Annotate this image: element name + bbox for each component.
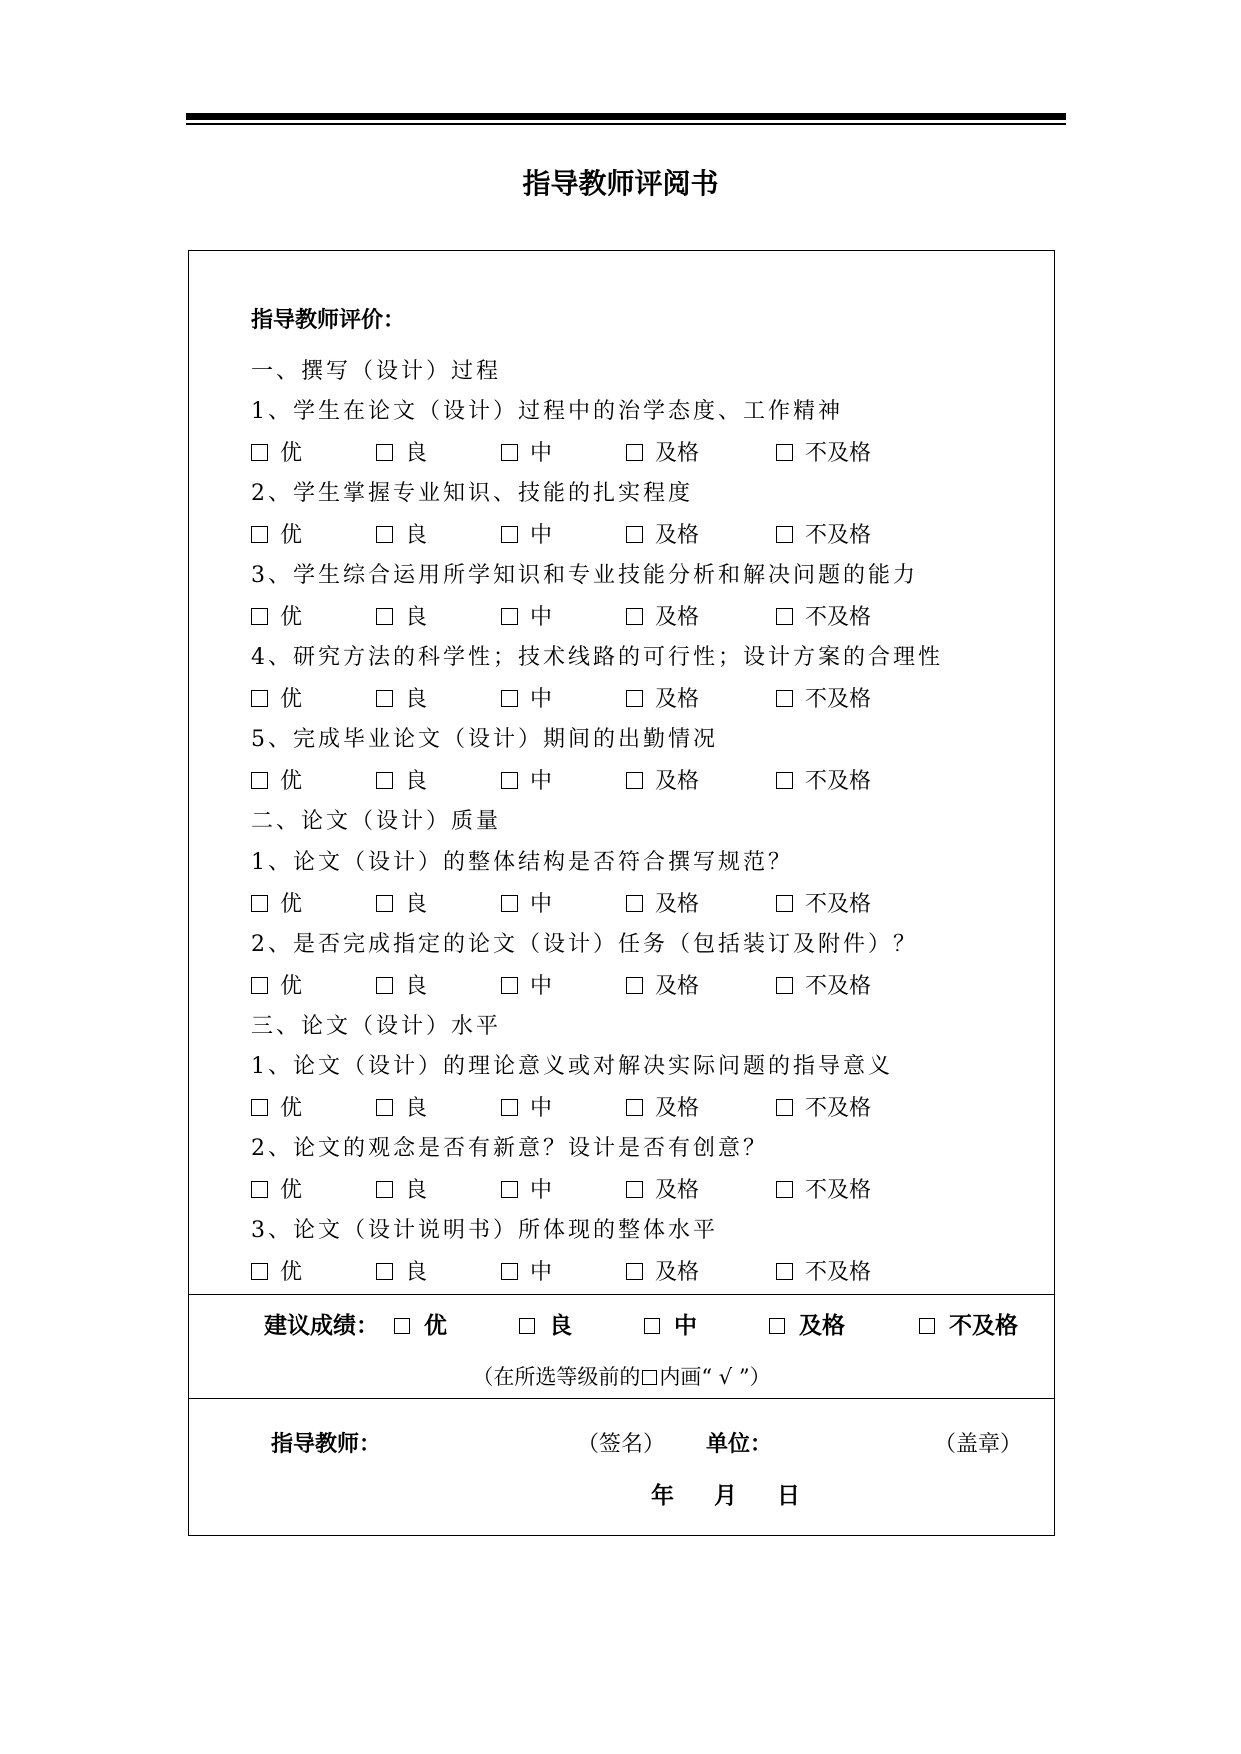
rating-option-excellent[interactable]: 优 xyxy=(251,436,302,467)
rating-option-pass[interactable]: 及格 xyxy=(626,436,699,467)
rating-options-attitude xyxy=(251,436,951,466)
rating-option-good[interactable]: 良 xyxy=(376,1091,427,1122)
question-knowledge: 2、学生掌握专业知识、技能的扎实程度 xyxy=(251,481,693,506)
evaluation-form xyxy=(188,250,1055,1536)
checkbox[interactable] xyxy=(251,772,268,789)
checkbox[interactable] xyxy=(776,895,793,912)
rating-option-fail[interactable]: 不及格 xyxy=(776,969,871,1000)
rating-option-medium[interactable]: 中 xyxy=(501,600,552,631)
checkbox[interactable] xyxy=(251,526,268,543)
rating-option-excellent[interactable]: 优 xyxy=(251,887,302,918)
rating-option-pass[interactable]: 及格 xyxy=(626,1173,699,1204)
rating-option-medium[interactable]: 中 xyxy=(501,764,552,795)
evaluation-heading: 指导教师评价： xyxy=(251,308,406,333)
checkbox[interactable] xyxy=(251,608,268,625)
checkbox[interactable] xyxy=(376,608,393,625)
checkbox[interactable] xyxy=(251,1263,268,1280)
grade-option-pass[interactable]: 及格 xyxy=(769,1307,845,1340)
section-heading-process: 一、撰写（设计）过程 xyxy=(251,359,502,384)
rating-options-innovation xyxy=(251,1173,951,1203)
checkbox[interactable] xyxy=(776,526,793,543)
checkbox[interactable] xyxy=(251,444,268,461)
checkbox[interactable] xyxy=(376,977,393,994)
rating-option-fail[interactable]: 不及格 xyxy=(776,1173,871,1204)
checkbox[interactable] xyxy=(644,1318,660,1334)
rating-option-pass[interactable]: 及格 xyxy=(626,1091,699,1122)
checkbox[interactable] xyxy=(626,977,643,994)
checkbox[interactable] xyxy=(251,895,268,912)
question-attendance: 5、完成毕业论文（设计）期间的出勤情况 xyxy=(251,727,718,752)
grade-option-fail[interactable]: 不及格 xyxy=(919,1307,1018,1340)
rating-option-good[interactable]: 良 xyxy=(376,436,427,467)
checkbox[interactable] xyxy=(776,444,793,461)
grade-option-good[interactable]: 良 xyxy=(519,1307,572,1340)
rating-option-medium[interactable]: 中 xyxy=(501,887,552,918)
checkbox[interactable] xyxy=(776,977,793,994)
rating-option-fail[interactable]: 不及格 xyxy=(776,1255,871,1286)
checkbox[interactable] xyxy=(501,1181,518,1198)
checkbox[interactable] xyxy=(376,526,393,543)
question-significance: 1、论文（设计）的理论意义或对解决实际问题的指导意义 xyxy=(251,1054,893,1079)
checkbox[interactable] xyxy=(626,690,643,707)
rating-option-good[interactable]: 良 xyxy=(376,682,427,713)
suggested-grade-row xyxy=(189,1307,1054,1347)
checkbox[interactable] xyxy=(251,977,268,994)
rating-option-pass[interactable]: 及格 xyxy=(626,600,699,631)
question-task-completion: 2、是否完成指定的论文（设计）任务（包括装订及附件）？ xyxy=(251,932,918,957)
grade-instruction-note: （在所选等级前的 内画“ √ ”） xyxy=(472,1365,771,1389)
rating-option-medium[interactable]: 中 xyxy=(501,1173,552,1204)
checkbox[interactable] xyxy=(501,977,518,994)
checkbox[interactable] xyxy=(251,1099,268,1116)
suggested-grade-label: 建议成绩： xyxy=(264,1313,379,1339)
rating-option-good[interactable]: 良 xyxy=(376,969,427,1000)
seal-hint: （盖章） xyxy=(934,1432,1023,1457)
rating-option-fail[interactable]: 不及格 xyxy=(776,600,871,631)
date-year: 年 xyxy=(651,1483,674,1509)
rating-options-task-completion xyxy=(251,969,951,999)
evaluation-section xyxy=(189,251,1054,1297)
checkbox[interactable] xyxy=(501,690,518,707)
question-overall-level: 3、论文（设计说明书）所体现的整体水平 xyxy=(251,1218,718,1243)
checkbox[interactable] xyxy=(626,1181,643,1198)
checkbox[interactable] xyxy=(376,772,393,789)
rating-option-good[interactable]: 良 xyxy=(376,764,427,795)
checkbox[interactable] xyxy=(626,895,643,912)
checkbox[interactable] xyxy=(776,772,793,789)
checkbox[interactable] xyxy=(626,1099,643,1116)
checkbox[interactable] xyxy=(626,772,643,789)
grade-option-excellent[interactable]: 优 xyxy=(394,1307,447,1340)
teacher-label: 指导教师： xyxy=(271,1432,382,1457)
rating-option-pass[interactable]: 及格 xyxy=(626,682,699,713)
checkbox[interactable] xyxy=(394,1318,410,1334)
rating-option-good[interactable]: 良 xyxy=(376,1173,427,1204)
question-methodology: 4、研究方法的科学性；技术线路的可行性；设计方案的合理性 xyxy=(251,645,943,670)
unit-label: 单位： xyxy=(706,1432,773,1457)
rating-option-fail[interactable]: 不及格 xyxy=(776,518,871,549)
checkbox[interactable] xyxy=(776,608,793,625)
date-row xyxy=(189,1477,1054,1511)
grade-option-medium[interactable]: 中 xyxy=(644,1307,697,1340)
checkbox[interactable] xyxy=(376,1181,393,1198)
checkbox-symbol xyxy=(642,1370,657,1385)
rating-option-medium[interactable]: 中 xyxy=(501,518,552,549)
rating-options-significance xyxy=(251,1091,951,1121)
checkbox[interactable] xyxy=(376,895,393,912)
rating-option-fail[interactable]: 不及格 xyxy=(776,436,871,467)
checkbox[interactable] xyxy=(776,1099,793,1116)
date-day: 日 xyxy=(777,1483,800,1509)
rating-option-excellent[interactable]: 优 xyxy=(251,969,302,1000)
sign-hint: （签名） xyxy=(577,1432,666,1457)
rating-option-pass[interactable]: 及格 xyxy=(626,887,699,918)
rating-option-excellent[interactable]: 优 xyxy=(251,600,302,631)
checkbox[interactable] xyxy=(251,690,268,707)
checkbox[interactable] xyxy=(626,444,643,461)
rating-option-medium[interactable]: 中 xyxy=(501,1091,552,1122)
rating-option-fail[interactable]: 不及格 xyxy=(776,682,871,713)
rating-option-medium[interactable]: 中 xyxy=(501,969,552,1000)
checkbox[interactable] xyxy=(376,1263,393,1280)
checkbox[interactable] xyxy=(501,444,518,461)
question-ability: 3、学生综合运用所学知识和专业技能分析和解决问题的能力 xyxy=(251,563,918,588)
signature-row xyxy=(189,1427,1054,1461)
rating-option-pass[interactable]: 及格 xyxy=(626,969,699,1000)
checkbox[interactable] xyxy=(776,1181,793,1198)
rating-option-medium[interactable]: 中 xyxy=(501,436,552,467)
checkbox[interactable] xyxy=(501,1263,518,1280)
checkbox[interactable] xyxy=(626,1263,643,1280)
rating-option-excellent[interactable]: 优 xyxy=(251,1091,302,1122)
rating-options-attendance xyxy=(251,764,951,794)
rating-options-structure xyxy=(251,887,951,917)
rating-options-knowledge xyxy=(251,518,951,548)
checkbox[interactable] xyxy=(501,1099,518,1116)
rating-option-excellent[interactable]: 优 xyxy=(251,764,302,795)
rating-option-good[interactable]: 良 xyxy=(376,600,427,631)
checkbox[interactable] xyxy=(519,1318,535,1334)
rating-option-excellent[interactable]: 优 xyxy=(251,682,302,713)
checkbox[interactable] xyxy=(501,526,518,543)
checkbox[interactable] xyxy=(251,1181,268,1198)
rating-option-pass[interactable]: 及格 xyxy=(626,1255,699,1286)
question-attitude: 1、学生在论文（设计）过程中的治学态度、工作精神 xyxy=(251,399,843,424)
section-divider xyxy=(189,1294,1054,1295)
checkbox[interactable] xyxy=(501,608,518,625)
checkbox[interactable] xyxy=(501,772,518,789)
rating-options-overall-level xyxy=(251,1255,951,1285)
section-heading-level: 三、论文（设计）水平 xyxy=(251,1014,502,1039)
checkbox[interactable] xyxy=(769,1318,785,1334)
rating-options-ability xyxy=(251,600,951,630)
question-structure: 1、论文（设计）的整体结构是否符合撰写规范？ xyxy=(251,850,793,875)
section-heading-quality: 二、论文（设计）质量 xyxy=(251,809,502,834)
checkbox[interactable] xyxy=(626,526,643,543)
date-month: 月 xyxy=(714,1483,737,1509)
checkbox[interactable] xyxy=(376,444,393,461)
rating-option-medium[interactable]: 中 xyxy=(501,1255,552,1286)
checkbox[interactable] xyxy=(776,1263,793,1280)
header-thick-rule xyxy=(186,113,1066,120)
header-thin-rule xyxy=(186,123,1066,125)
rating-option-fail[interactable]: 不及格 xyxy=(776,887,871,918)
checkbox[interactable] xyxy=(776,690,793,707)
rating-option-pass[interactable]: 及格 xyxy=(626,764,699,795)
checkbox[interactable] xyxy=(376,690,393,707)
rating-options-methodology xyxy=(251,682,951,712)
rating-option-fail[interactable]: 不及格 xyxy=(776,764,871,795)
checkbox[interactable] xyxy=(626,608,643,625)
rating-option-good[interactable]: 良 xyxy=(376,887,427,918)
checkbox[interactable] xyxy=(376,1099,393,1116)
question-innovation: 2、论文的观念是否有新意？设计是否有创意？ xyxy=(251,1136,768,1161)
rating-option-excellent[interactable]: 优 xyxy=(251,1255,302,1286)
checkbox[interactable] xyxy=(919,1318,935,1334)
document-title: 指导教师评阅书 xyxy=(522,167,719,200)
rating-option-medium[interactable]: 中 xyxy=(501,682,552,713)
rating-option-good[interactable]: 良 xyxy=(376,518,427,549)
rating-option-pass[interactable]: 及格 xyxy=(626,518,699,549)
rating-option-excellent[interactable]: 优 xyxy=(251,1173,302,1204)
rating-option-excellent[interactable]: 优 xyxy=(251,518,302,549)
rating-option-fail[interactable]: 不及格 xyxy=(776,1091,871,1122)
checkbox[interactable] xyxy=(501,895,518,912)
section-divider xyxy=(189,1398,1054,1399)
rating-option-good[interactable]: 良 xyxy=(376,1255,427,1286)
